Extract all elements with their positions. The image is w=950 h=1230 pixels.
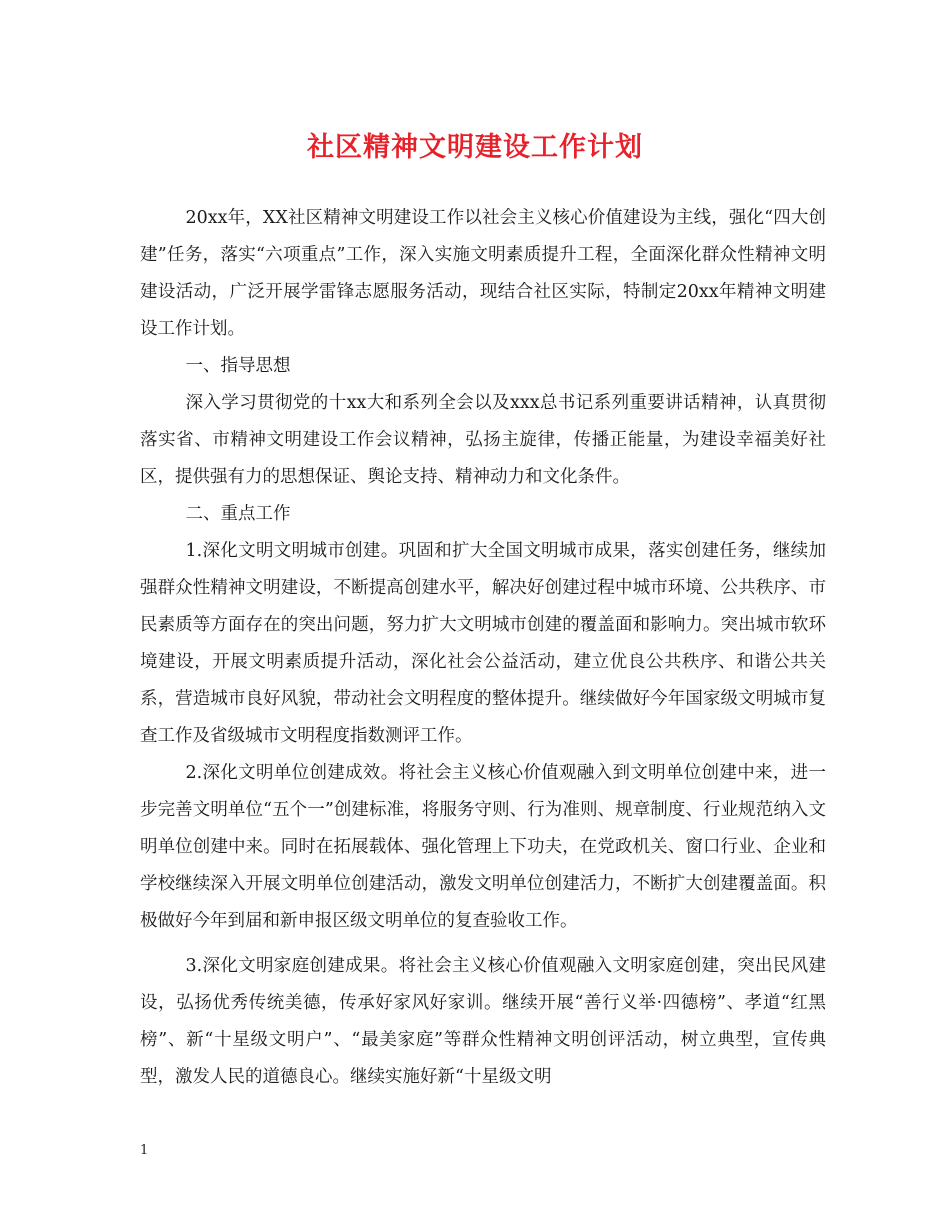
document-title: 社区精神文明建设工作计划 (307, 132, 643, 163)
key-work-item-1-paragraph: 1.深化文明文明城市创建。巩固和扩大全国文明城市成果，落实创建任务，继续加强群众性精神文明建设，不断提高创建水平，解决好创建过程中城市环境、公共秩序、市民素质等方面存在的突出问题，努力扩大文明城市创建的覆盖面和影响力。突出城市软环境建设，开展文明素质提升活动，深化社会公益活动，建立优良公共秩序、和谐公共关系，营造城市良好风貌，带动社会文明程度的整体提升。继续做好今年国家级文明城市复查工作及省级城市文明程度指数测评工作。 (140, 541, 826, 746)
intro-paragraph: 20xx年，XX社区精神文明建设工作以社会主义核心价值建设为主线，强化“四大创建”任务，落实“六项重点”工作，深入实施文明素质提升工程，全面深化群众性精神文明建设活动，广泛开展学雷锋志愿服务活动，现结合社区实际，特制定20xx年精神文明建设工作计划。 (140, 208, 826, 339)
key-work-item-3-paragraph: 3.深化文明家庭创建成果。将社会主义核心价值观融入文明家庭创建，突出民风建设，弘扬优秀传统美德，传承好家风好家训。继续开展“善行义举·四德榜”、孝道“红黑榜”、新“十星级文明户”、“最美家庭”等群众性精神文明创评活动，树立典型，宣传典型，激发人民的道德良心。继续实施好新“十星级文明 (140, 956, 826, 1087)
section-heading-key-work: 二、重点工作 (185, 504, 291, 524)
guiding-ideology-paragraph: 深入学习贯彻党的十xx大和系列全会以及xxx总书记系列重要讲话精神，认真贯彻落实省、市精神文明建设工作会议精神，弘扬主旋律，传播正能量，为建设幸福美好社区，提供强有力的思想保证、舆论支持、精神动力和文化条件。 (140, 393, 826, 487)
page-number: 1 (140, 1143, 149, 1158)
key-work-item-2-paragraph: 2.深化文明单位创建成效。将社会主义核心价值观融入到文明单位创建中来，进一步完善文明单位“五个一”创建标准，将服务守则、行为准则、规章制度、行业规范纳入文明单位创建中来。同时在拓展载体、强化管理上下功夫，在党政机关、窗口行业、企业和学校继续深入开展文明单位创建活动，激发文明单位创建活力，不断扩大创建覆盖面。积极做好今年到届和新申报区级文明单位的复查验收工作。 (140, 763, 826, 931)
document-body (140, 200, 826, 1096)
section-heading-guiding-ideology: 一、指导思想 (185, 356, 291, 376)
